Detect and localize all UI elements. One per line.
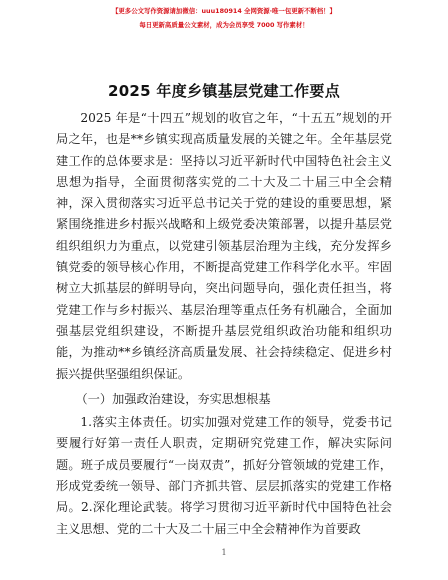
promo-header: [0, 4, 448, 32]
promo-header-line-2: 每日更新高质量公文素材，成为会员享受 7000 写作素材！: [139, 21, 309, 29]
page-number: 1: [221, 548, 227, 557]
promo-header-line-1: 【更多公文写作资源请加微信：uuu180914 全网资源·唯一包更新不断档！】: [112, 7, 336, 15]
document-body: [56, 108, 392, 540]
section-heading: （一）加强政治建设，夯实思想根基: [75, 391, 271, 406]
intro-paragraph: 2025 年是“十四五”规划的收官之年，“十五五”规划的开局之年，也是**乡镇实现高质量发展的关键之年。全年基层党建工作的总体要求是：坚持以习近平新时代中国特色社会主义思想为指导，全面贯彻落实党的二十大及二十届三中全会精神，深入贯彻落实习近平总书记关于党的建设的重要思想，紧紧围绕推进乡村振兴战略和上级党委决策部署，以提升基层党组织组织力为重点，以党建引领基层治理为主线，充分发挥乡镇党委的领导核心作用，不断提高党建工作科学化水平。牢固树立大抓基层的鲜明导向，突出问题导向，强化责任担当，将党建工作与乡村振兴、基层治理等重点任务有机融合，全面加强基层党组织建设，不断提升基层党组织政治功能和组织功能，为推动**乡镇经济高质量发展、社会持续稳定、促进乡村振兴提供坚强组织保证。: [56, 111, 392, 381]
document-title: 2025 年度乡镇基层党建工作要点: [107, 82, 341, 100]
section-paragraph: 1.落实主体责任。切实加强对党建工作的领导，党委书记要履行好第一责任人职责，定期研究党建工作，解决实际问题。班子成员要履行“一岗双责”，抓好分管领域的党建工作，形成党委统一领导、部门齐抓共管、层层抓落实的党建工作格局。2.深化理论武装。将学习贯彻习近平新时代中国特色社会主义思想、党的二十大及二十届三中全会精神作为首要政: [56, 415, 392, 536]
